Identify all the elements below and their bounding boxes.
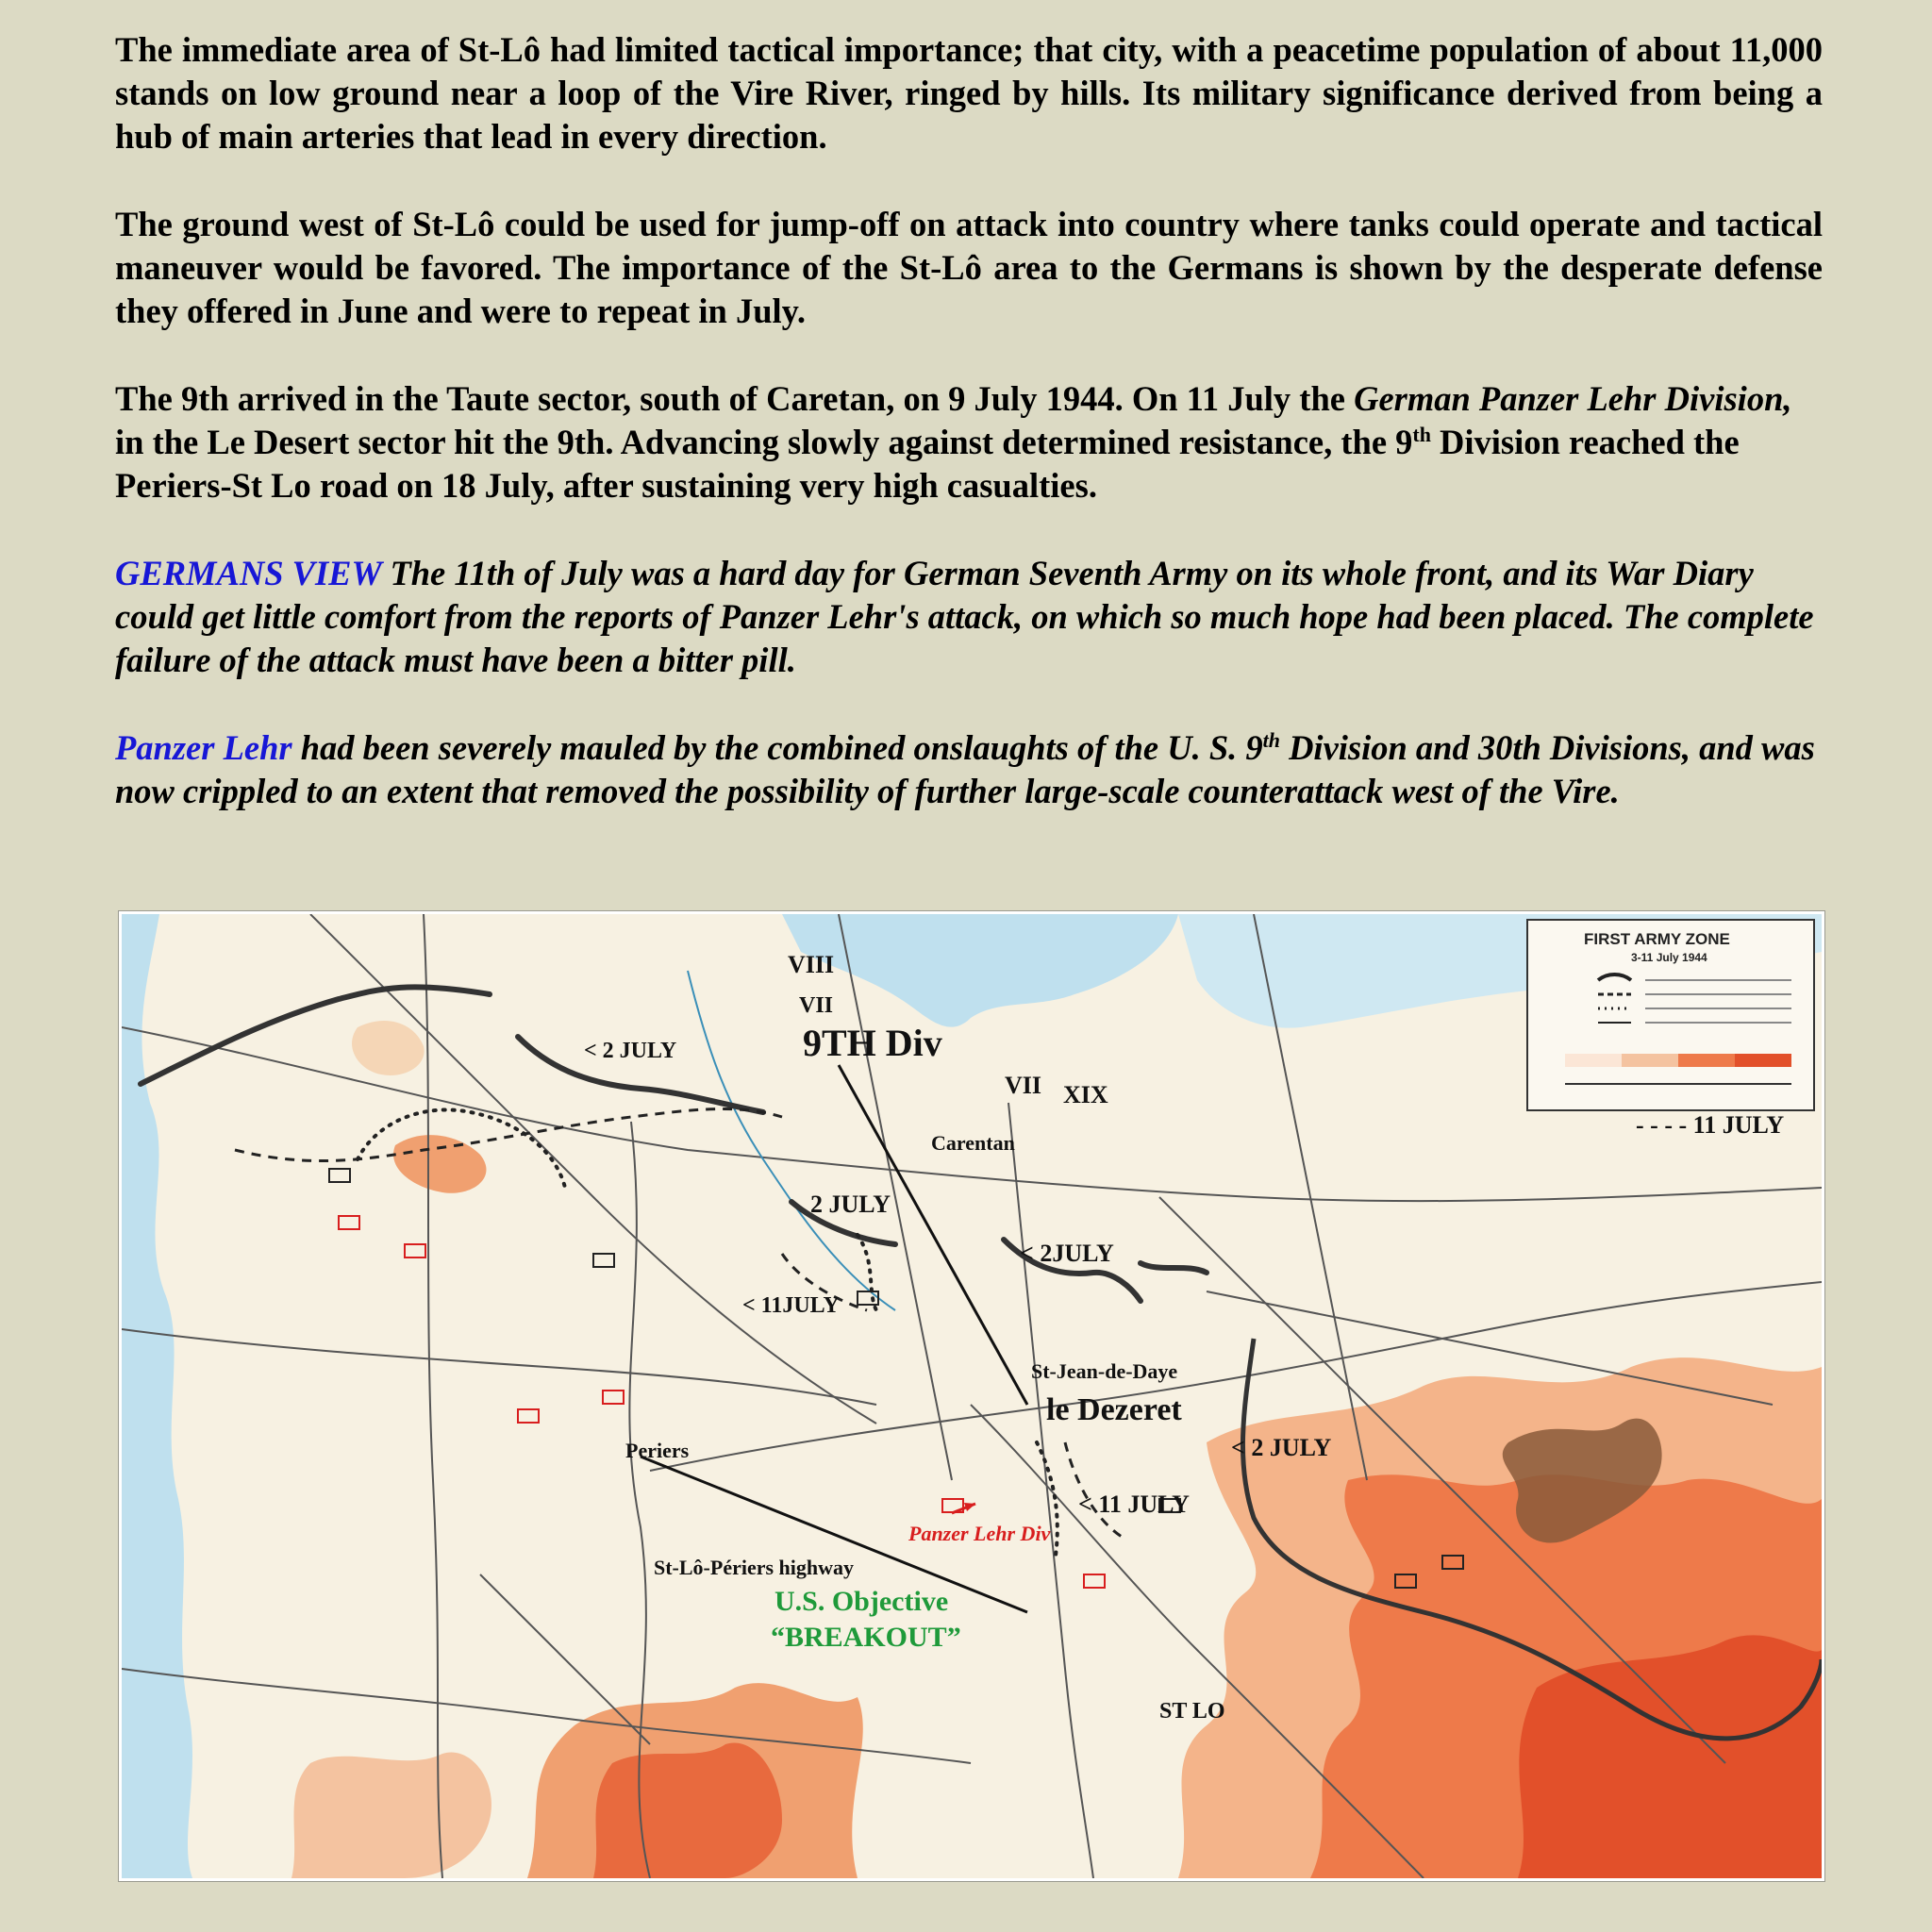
label-2-july-mid-right: < 2JULY — [1020, 1240, 1114, 1267]
legend-title: FIRST ARMY ZONE — [1584, 930, 1730, 948]
p3-text-c: in the Le Desert sector hit the 9th. Advancing slowly against determined resistance, the 9 — [115, 423, 1413, 461]
p5-text-a: had been severely mauled by the combined onslaughts of the U. S. 9 — [291, 728, 1263, 767]
label-11-july-legend: - - - - 11 JULY — [1636, 1111, 1785, 1139]
p3-text-a: The 9th arrived in the Taute sector, south of Caretan, on 9 July 1944. On 11 July the — [115, 379, 1355, 418]
label-9th-div: 9TH Div — [803, 1022, 942, 1064]
paragraph-5 — [115, 726, 1823, 813]
label-periers: Periers — [625, 1439, 690, 1462]
label-11-july-left: < 11JULY — [742, 1293, 840, 1318]
article-text — [115, 28, 1823, 858]
legend-subtitle: 3-11 July 1944 — [1631, 951, 1707, 964]
p4-body: The 11th of July was a hard day for German Seventh Army on its whole front, and its War Diary could get little comfort from the reports of Panzer Lehr's attack, on which so much hope had been placed. The complete failure of the attack must have been a bitter pill. — [115, 554, 1814, 679]
label-panzer-lehr-div: Panzer Lehr Div — [908, 1522, 1051, 1545]
paragraph-4 — [115, 552, 1823, 682]
p5-superscript: th — [1262, 727, 1280, 752]
label-2-july-mid: 2 JULY — [810, 1191, 891, 1218]
paragraph-1: The immediate area of St-Lô had limited tactical importance; that city, with a peacetime population of about 11,000 stands on low ground near a loop of the Vire River, ringed by hills. Its military significance derived from being a hub of main arteries that lead in every direction. — [115, 30, 1823, 156]
label-corps-vii: VII — [1005, 1072, 1042, 1099]
label-st-jean-de-daye: St-Jean-de-Daye — [1031, 1359, 1178, 1383]
label-le-dezeret: le Dezeret — [1046, 1392, 1182, 1427]
label-st-lo-periers-highway: St-Lô-Périers highway — [654, 1556, 855, 1579]
p3-panzer-lehr: German Panzer Lehr Division, — [1354, 379, 1792, 418]
label-breakout: “BREAKOUT” — [771, 1622, 961, 1653]
p5-text-b: Division and 30th Divisions, and was now crippled to an extent that removed the possibility of further large-scale counterattack west of the Vire. — [115, 728, 1815, 810]
germans-view-link[interactable]: GERMANS VIEW — [115, 554, 382, 592]
label-11-july-right: < 11 JULY — [1078, 1491, 1190, 1518]
paragraph-3 — [115, 377, 1823, 508]
label-corps-viii: VIII — [788, 951, 835, 978]
label-us-objective: U.S. Objective — [774, 1586, 949, 1617]
p3-superscript: th — [1412, 422, 1431, 446]
label-2-july-top: < 2 JULY — [584, 1039, 677, 1063]
label-2-july-right: < 2 JULY — [1231, 1434, 1332, 1461]
panzer-lehr-link[interactable]: Panzer Lehr — [115, 728, 292, 767]
label-st-lo: ST LO — [1159, 1699, 1225, 1724]
label-corps-vii-top: VII — [799, 993, 834, 1018]
label-corps-xix: XIX — [1063, 1081, 1108, 1108]
map-image — [119, 911, 1824, 1881]
map-legend — [1527, 920, 1814, 1110]
first-army-zone-map — [122, 914, 1822, 1878]
p3-text-d: Division reached the Periers-St Lo road on 18 July, after sustaining very high casualties. — [115, 423, 1740, 505]
label-carentan: Carentan — [931, 1131, 1015, 1155]
paragraph-2: The ground west of St-Lô could be used for jump-off on attack into country where tanks could operate and tactical maneuver would be favored. The importance of the St-Lô area to the Germans is shown by the desperate defense they offered in June and were to repeat in July. — [115, 205, 1823, 330]
